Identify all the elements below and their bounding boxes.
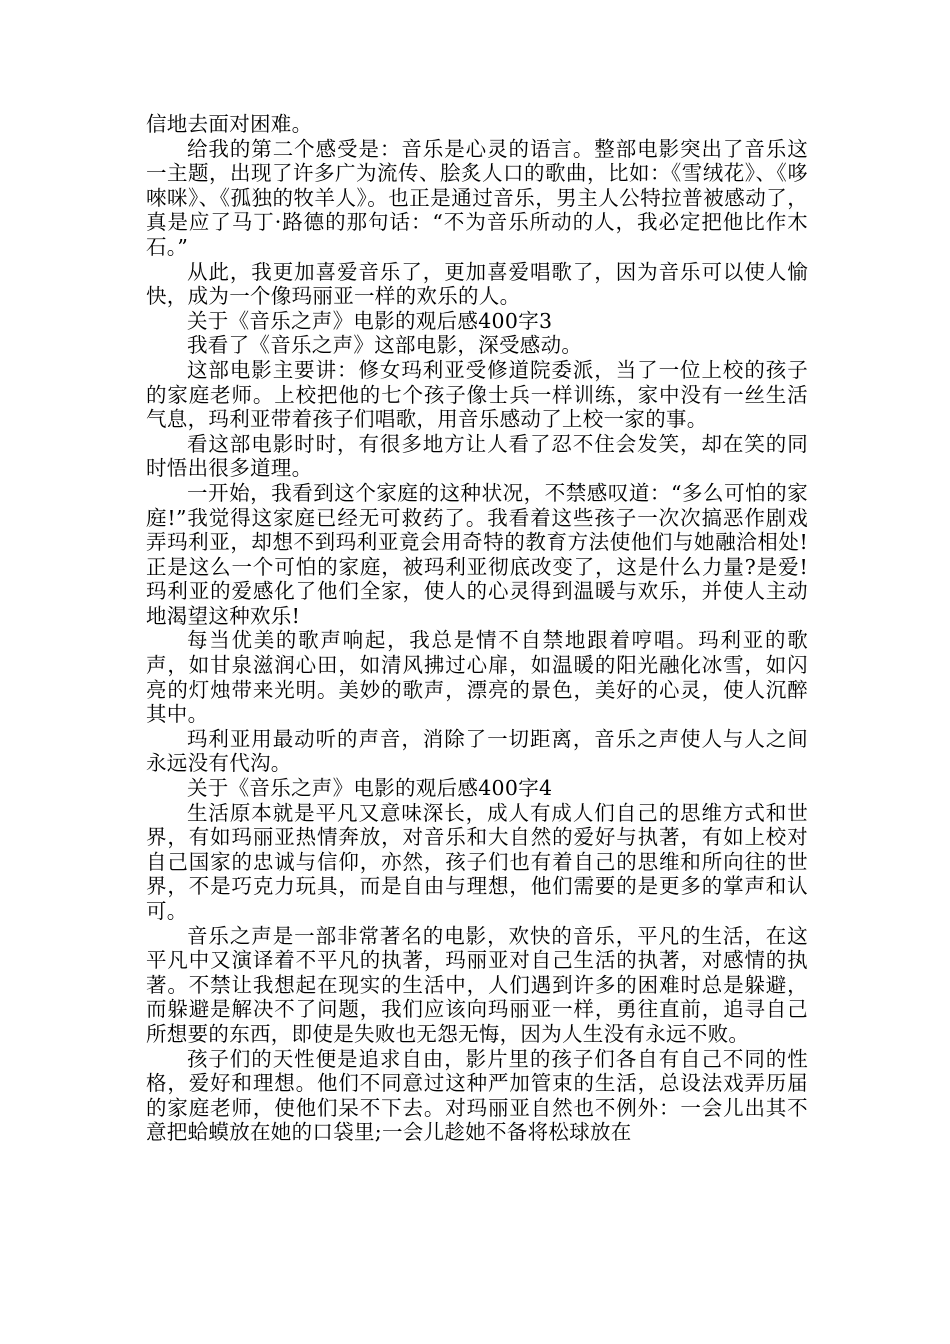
paragraph: 一开始，我看到这个家庭的这种状况，不禁感叹道：“多么可怕的家庭!”我觉得这家庭已经无可救药了。我看着这些孩子一次次搞恶作剧戏弄玛利亚，却想不到玛利亚竟会用奇特的教育方法使他们与她融洽相处!正是这么一个可怕的家庭，被玛利亚彻底改变了，这是什么力量?是爱!玛利亚的爱感化了他们全家，使人的心灵得到温暖与欢乐，并使人主动地渴望这种欢乐! (146, 480, 808, 628)
section-heading: 关于《音乐之声》电影的观后感400字4 (187, 776, 553, 801)
paragraph: 信地去面对困难。 (146, 112, 313, 136)
paragraph: 玛利亚用最动听的声音，消除了一切距离，音乐之声使人与人之间永远没有代沟。 (146, 726, 808, 776)
paragraph: 从此，我更加喜爱音乐了，更加喜爱唱歌了，因为音乐可以使人愉快，成为一个像玛丽亚一样的欢乐的人。 (146, 259, 808, 309)
paragraph: 生活原本就是平凡又意味深长，成人有成人们自己的思维方式和世界，有如玛丽亚热情奔放，对音乐和大自然的爱好与执著，有如上校对自己国家的忠诚与信仰，亦然，孩子们也有着自己的思维和所向往的世界，不是巧克力玩具，而是自由与理想，他们需要的是更多的掌声和认可。 (146, 800, 808, 923)
paragraph: 我看了《音乐之声》这部电影，深受感动。 (187, 333, 583, 358)
paragraph: 看这部电影时时，有很多地方让人看了忍不住会发笑，却在笑的同时悟出很多道理。 (146, 431, 808, 481)
paragraph: 每当优美的歌声响起，我总是情不自禁地跟着哼唱。玛利亚的歌声，如甘泉滋润心田，如清风拂过心扉，如温暖的阳光融化冰雪，如闪亮的灯烛带来光明。美妙的歌声，漂亮的景色，美好的心灵，使人沉醉其中。 (146, 628, 808, 727)
section-heading: 关于《音乐之声》电影的观后感400字3 (187, 308, 553, 333)
document-page (146, 112, 808, 1145)
paragraph: 孩子们的天性便是追求自由，影片里的孩子们各自有自己不同的性格，爱好和理想。他们不同意过这种严加管束的生活，总设法戏弄历届的家庭老师，使他们呆不下去。对玛丽亚自然也不例外：一会儿出其不意把蛤蟆放在她的口袋里;一会儿趁她不备将松球放在 (146, 1046, 808, 1145)
paragraph: 音乐之声是一部非常著名的电影，欢快的音乐，平凡的生活，在这平凡中又演译着不平凡的执著，玛丽亚对自己生活的执著，对感情的执著。不禁让我想起在现实的生活中，人们遇到许多的困难时总是躲避，而躲避是解决不了问题，我们应该向玛丽亚一样，勇往直前，追寻自己所想要的东西，即使是失败也无怨无悔，因为人生没有永远不败。 (146, 923, 808, 1046)
paragraph: 这部电影主要讲：修女玛利亚受修道院委派，当了一位上校的孩子的家庭老师。上校把他的七个孩子像士兵一样训练，家中没有一丝生活气息，玛利亚带着孩子们唱歌，用音乐感动了上校一家的事。 (146, 357, 808, 432)
paragraph: 给我的第二个感受是：音乐是心灵的语言。整部电影突出了音乐这一主题，出现了许多广为流传、脍炙人口的歌曲，比如：《雪绒花》、《哆唻咪》、《孤独的牧羊人》。也正是通过音乐，男主人公特拉普被感动了，真是应了马丁·路德的那句话：“不为音乐所动的人，我必定把他比作木石。” (146, 136, 808, 259)
